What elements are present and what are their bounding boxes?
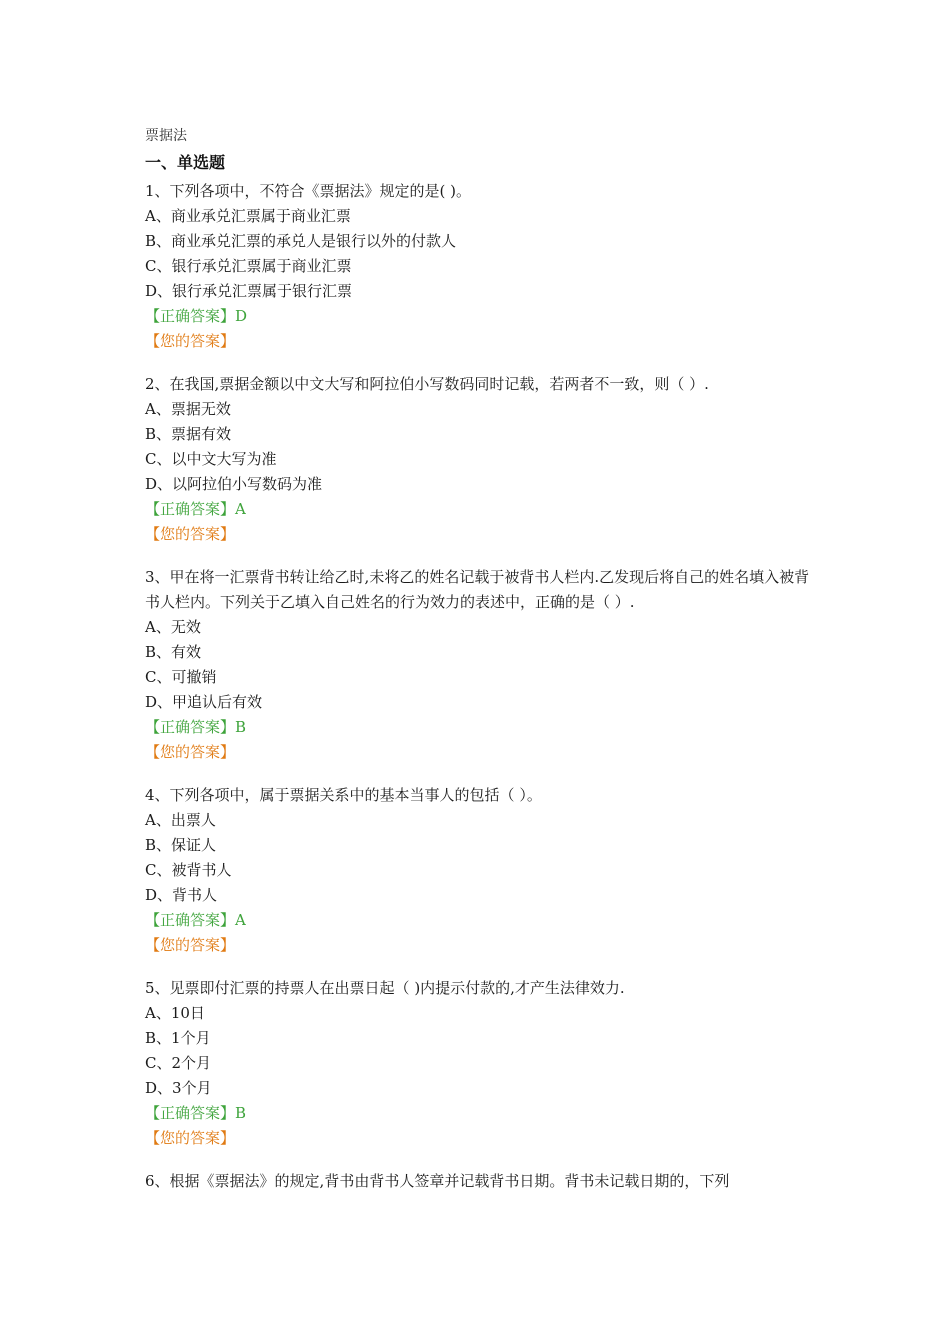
your-answer-label: 【您的答案】 xyxy=(145,1129,236,1147)
question-5 xyxy=(145,976,815,1151)
option-b: B、票据有效 xyxy=(145,425,232,443)
option-a: A、10日 xyxy=(145,1004,205,1022)
option-a: A、无效 xyxy=(145,618,201,636)
correct-answer-value: A xyxy=(235,500,246,518)
your-answer-label: 【您的答案】 xyxy=(145,936,236,954)
correct-answer-label: 【正确答案】 xyxy=(145,911,236,929)
question-6 xyxy=(145,1169,815,1194)
question-stem: 6、根据《票据法》的规定,背书由背书人签章并记载背书日期。背书未记载日期的，下列 xyxy=(145,1172,730,1190)
correct-answer-label: 【正确答案】 xyxy=(145,1104,236,1122)
correct-answer-label: 【正确答案】 xyxy=(145,718,236,736)
question-stem: 4、下列各项中，属于票据关系中的基本当事人的包括（ ）。 xyxy=(145,786,542,804)
correct-answer-label: 【正确答案】 xyxy=(145,500,236,518)
option-a: A、出票人 xyxy=(145,811,216,829)
option-b: B、1个月 xyxy=(145,1029,211,1047)
correct-answer-row xyxy=(145,908,815,933)
correct-answer-row xyxy=(145,497,815,522)
question-stem: 1、下列各项中，不符合《票据法》规定的是( )。 xyxy=(145,182,472,200)
option-c: C、以中文大写为准 xyxy=(145,450,277,468)
option-c: C、可撤销 xyxy=(145,668,217,686)
question-1 xyxy=(145,179,815,354)
correct-answer-value: D xyxy=(235,307,248,325)
option-c: C、被背书人 xyxy=(145,861,232,879)
your-answer-label: 【您的答案】 xyxy=(145,743,236,761)
correct-answer-label: 【正确答案】 xyxy=(145,307,236,325)
correct-answer-row xyxy=(145,715,815,740)
option-b: B、保证人 xyxy=(145,836,217,854)
option-c: C、银行承兑汇票属于商业汇票 xyxy=(145,257,352,275)
option-d: D、银行承兑汇票属于银行汇票 xyxy=(145,282,353,300)
option-b: B、有效 xyxy=(145,643,202,661)
question-list xyxy=(145,179,815,1212)
section-heading: 一、单选题 xyxy=(145,153,226,172)
option-d: D、以阿拉伯小写数码为准 xyxy=(145,475,323,493)
correct-answer-row xyxy=(145,1101,815,1126)
correct-answer-value: B xyxy=(235,1104,247,1122)
correct-answer-value: B xyxy=(235,718,247,736)
correct-answer-row xyxy=(145,304,815,329)
option-b: B、商业承兑汇票的承兑人是银行以外的付款人 xyxy=(145,232,457,250)
option-d: D、甲追认后有效 xyxy=(145,693,263,711)
option-a: A、票据无效 xyxy=(145,400,231,418)
option-d: D、背书人 xyxy=(145,886,218,904)
question-stem: 3、甲在将一汇票背书转让给乙时,未将乙的姓名记载于被背书人栏内.乙发现后将自己的姓名填入被背书人栏内。下列关于乙填入自己姓名的行为效力的表述中，正确的是（ ）. xyxy=(145,568,810,611)
document-title: 票据法 xyxy=(145,128,187,144)
question-4 xyxy=(145,783,815,958)
option-a: A、商业承兑汇票属于商业汇票 xyxy=(145,207,351,225)
correct-answer-value: A xyxy=(235,911,246,929)
question-stem: 2、在我国,票据金额以中文大写和阿拉伯小写数码同时记载，若两者不一致，则（ ）. xyxy=(145,375,709,393)
question-3 xyxy=(145,565,815,765)
question-stem: 5、见票即付汇票的持票人在出票日起（ )内提示付款的,才产生法律效力. xyxy=(145,979,625,997)
option-d: D、3个月 xyxy=(145,1079,212,1097)
your-answer-label: 【您的答案】 xyxy=(145,332,236,350)
your-answer-label: 【您的答案】 xyxy=(145,525,236,543)
question-2 xyxy=(145,372,815,547)
option-c: C、2个月 xyxy=(145,1054,212,1072)
